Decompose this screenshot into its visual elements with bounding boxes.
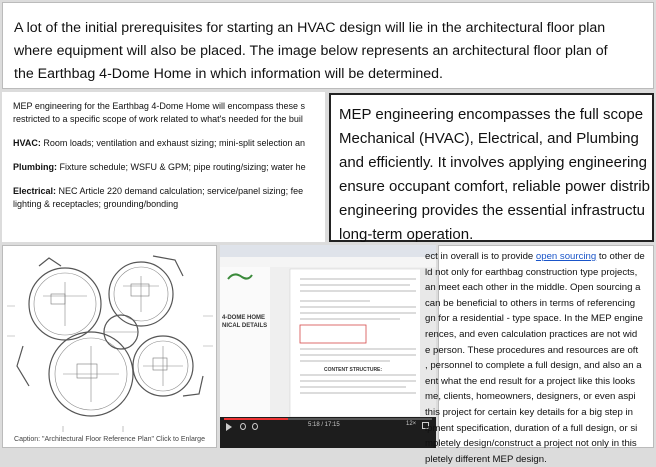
definition-line-3: and efficiently. It involves applying engineering: [339, 154, 647, 171]
article-line-10: me, clients, homeowners, designers, or even aspi: [425, 391, 636, 403]
hvac-label: HVAC:: [13, 138, 41, 148]
scope-panel: [2, 92, 325, 242]
electrical-text-1: NEC Article 220 demand calculation; service/panel sizing; fee: [56, 186, 304, 196]
scope-plumbing: [13, 161, 325, 174]
scope-line-1: MEP engineering for the Earthbag 4-Dome Home will encompass these s: [13, 101, 305, 111]
article-line-1-pre: ect in overall is to provide: [425, 251, 536, 262]
floor-plan-image[interactable]: [2, 245, 217, 448]
floor-plan-caption[interactable]: Caption: "Architectural Floor Reference Plan" Click to Enlarge: [14, 436, 205, 443]
article-line-7: e person. These procedures and resources are oft: [425, 344, 639, 356]
definition-line-6: long-term operation.: [339, 226, 474, 243]
article-line-6: rences, and even calculation practices are not wid: [425, 328, 638, 340]
video-heading-1: 4-DOME HOME: [222, 315, 266, 321]
article-line-13: mpletely design/construct a project not only in this: [425, 438, 637, 450]
skip-back-icon[interactable]: [240, 423, 246, 430]
electrical-text-2: lighting & receptacles; grounding/bonding: [13, 199, 179, 209]
video-heading-2: NICAL DETAILS: [222, 323, 268, 329]
definition-line-1: MEP engineering encompasses the full scope: [339, 106, 644, 123]
intro-panel: [2, 2, 654, 89]
plumbing-text: Fixture schedule; WSFU & GPM; pipe routing/sizing; water he: [57, 162, 306, 172]
open-sourcing-link[interactable]: open sourcing: [535, 251, 597, 262]
scope-electrical: [13, 185, 325, 211]
plumbing-label: Plumbing:: [13, 162, 57, 172]
article-line-5: gn for a residential - type space. In the MEP engine: [425, 313, 643, 325]
article-line-14: pletely different MEP design.: [425, 453, 547, 465]
article-line-8: , personnel to complete a full design, and also an a: [425, 360, 642, 372]
floor-plan-drawing: [3, 246, 218, 436]
article-line-4: can be beneficial to others in terms of referencing: [425, 297, 636, 309]
video-player[interactable]: [220, 245, 436, 448]
skip-forward-icon[interactable]: [252, 423, 258, 430]
video-controls: [220, 417, 436, 448]
video-frame: [220, 245, 436, 417]
article-line-12: ipment specification, duration of a full design, or si: [425, 422, 638, 434]
article-text-panel: [425, 245, 654, 465]
article-line-1: [425, 249, 653, 265]
video-progress-fill: [224, 418, 288, 420]
playback-speed[interactable]: 12×: [406, 421, 417, 427]
play-icon[interactable]: [226, 423, 232, 431]
article-line-2: ld not only for earthbag construction type projects,: [425, 266, 638, 278]
electrical-label: Electrical:: [13, 186, 57, 196]
definition-line-5: engineering provides the essential infrastructu: [339, 202, 646, 219]
definition-line-4: ensure occupant comfort, reliable power distrib: [339, 178, 650, 195]
scope-line-2: restricted to a specific scope of work related to what's needed for the buil: [13, 114, 303, 124]
scope-hvac: [13, 137, 325, 150]
article-line-9: ent what the end result for a project like this looks: [425, 375, 636, 387]
video-progress-track[interactable]: [224, 418, 432, 420]
article-line-3: an meet each other in the middle. Open sourcing a: [425, 282, 641, 294]
definition-line-2: Mechanical (HVAC), Electrical, and Plumbing: [339, 130, 639, 147]
intro-line-2: where equipment will also be placed. The image below represents an architectural floor plan of: [14, 43, 608, 59]
definition-panel: [329, 93, 654, 242]
video-content-heading: CONTENT STRUCTURE:: [324, 367, 383, 373]
article-line-11: this project for certain key details for a big step in: [425, 406, 633, 418]
scope-intro: [13, 100, 325, 126]
intro-line-1: A lot of the initial prerequisites for starting an HVAC design will lie in the architectural floor plan: [14, 20, 606, 36]
video-screen[interactable]: [220, 245, 436, 417]
article-line-1-post: to other de: [596, 251, 645, 262]
video-time: 5:18 / 17:15: [308, 422, 340, 428]
intro-line-3: the Earthbag 4-Dome Home in which information will be determined.: [14, 66, 443, 82]
hvac-text: Room loads; ventilation and exhaust sizing; mini-split selection an: [40, 138, 305, 148]
